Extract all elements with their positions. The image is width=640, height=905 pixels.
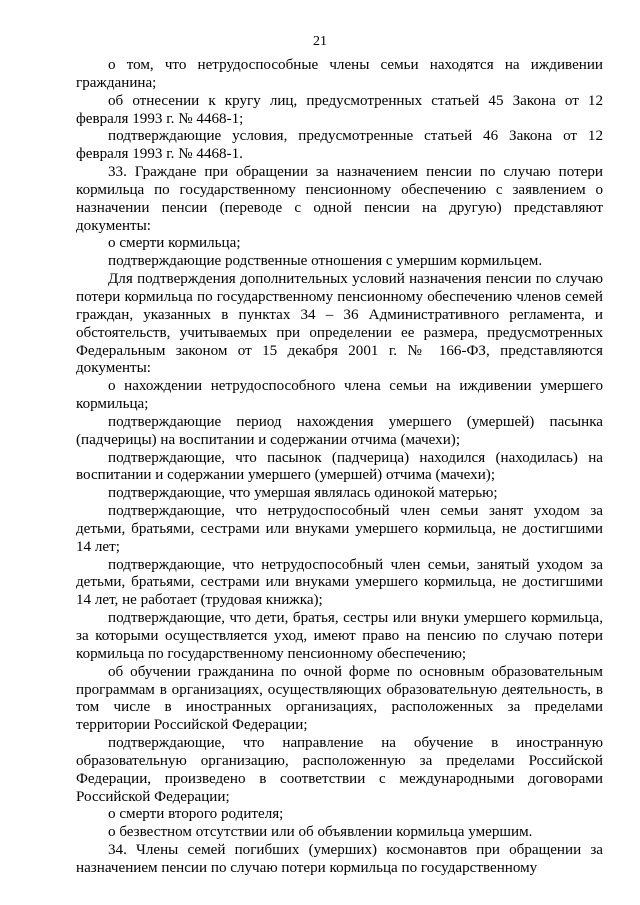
paragraph: подтверждающие, что умершая являлась одинокой матерью;: [108, 485, 498, 502]
paragraph: о смерти второго родителя;: [108, 806, 284, 823]
paragraph: об обучении гражданина по очной форме по основным образовательным программам в организациях, осуществляющих образовательную деятельность, в том числе в иностранных организациях, расположенных за пределами территории Российской Федерации;: [76, 663, 603, 734]
paragraph: подтверждающие условия, предусмотренные статьей 46 Закона от 12 февраля 1993 г. № 4468-1.: [76, 128, 603, 163]
paragraph: подтверждающие, что нетрудоспособный член семьи, занятый уходом за детьми, братьями, сестрами или внуками умершего кормильца, не достигшими 14 лет, не работает (трудовая книжка);: [76, 556, 603, 609]
paragraph: подтверждающие, что нетрудоспособный член семьи занят уходом за детьми, братьями, сестрами или внуками умершего кормильца, не достигшими 14 лет;: [76, 503, 603, 555]
paragraph: подтверждающие, что дети, братья, сестры или внуки умершего кормильца, за которыми осуществляется уход, имеют право на пенсию по случаю потери кормильца по государственному пенсионному обеспечению;: [76, 610, 603, 662]
paragraph: Для подтверждения дополнительных условий назначения пенсии по случаю потери кормильца по государственному пенсионному обеспечению членов семей граждан, указанных в пунктах 34 – 36 Административного регламента, и обстоятельств, учитываемых при определении ее размера, предусмотренных Федеральным законом от 15 декабря 2001 г. № 166-ФЗ, представляются документы:: [76, 271, 603, 377]
document-body: [76, 57, 603, 878]
paragraph: о том, что нетрудоспособные члены семьи находятся на иждивении гражданина;: [76, 57, 603, 91]
paragraph: об отнесении к кругу лиц, предусмотренных статьей 45 Закона от 12 февраля 1993 г. № 4468-1;: [76, 92, 603, 127]
paragraph: подтверждающие период нахождения умершего (умершей) пасынка (падчерицы) на воспитании и содержании отчима (мачехи);: [76, 413, 603, 448]
paragraph: подтверждающие, что направление на обучение в иностранную образовательную организацию, расположенную за пределами Российской Федерации, произведено в соответствии с международными договорами Российской Федерации;: [76, 735, 603, 805]
paragraph: о безвестном отсутствии или об объявлении кормильца умершим.: [108, 824, 533, 841]
page-number: 21: [313, 34, 327, 49]
paragraph: о нахождении нетрудоспособного члена семьи на иждивении умершего кормильца;: [76, 378, 603, 413]
paragraph: подтверждающие родственные отношения с умершим кормильцем.: [108, 253, 543, 270]
paragraph: подтверждающие, что пасынок (падчерица) находился (находилась) на воспитании и содержании умершего (умершей) отчима (мачехи);: [76, 449, 603, 484]
paragraph: 34. Члены семей погибших (умерших) космонавтов при обращении за назначением пенсии по случаю потери кормильца по государственному: [76, 842, 603, 876]
paragraph: о смерти кормильца;: [108, 235, 241, 252]
paragraph: 33. Граждане при обращении за назначением пенсии по случаю потери кормильца по государственному пенсионному обеспечению с заявлением о назначении пенсии (переводе с одной пенсии на другую) представляют документы:: [76, 164, 603, 234]
